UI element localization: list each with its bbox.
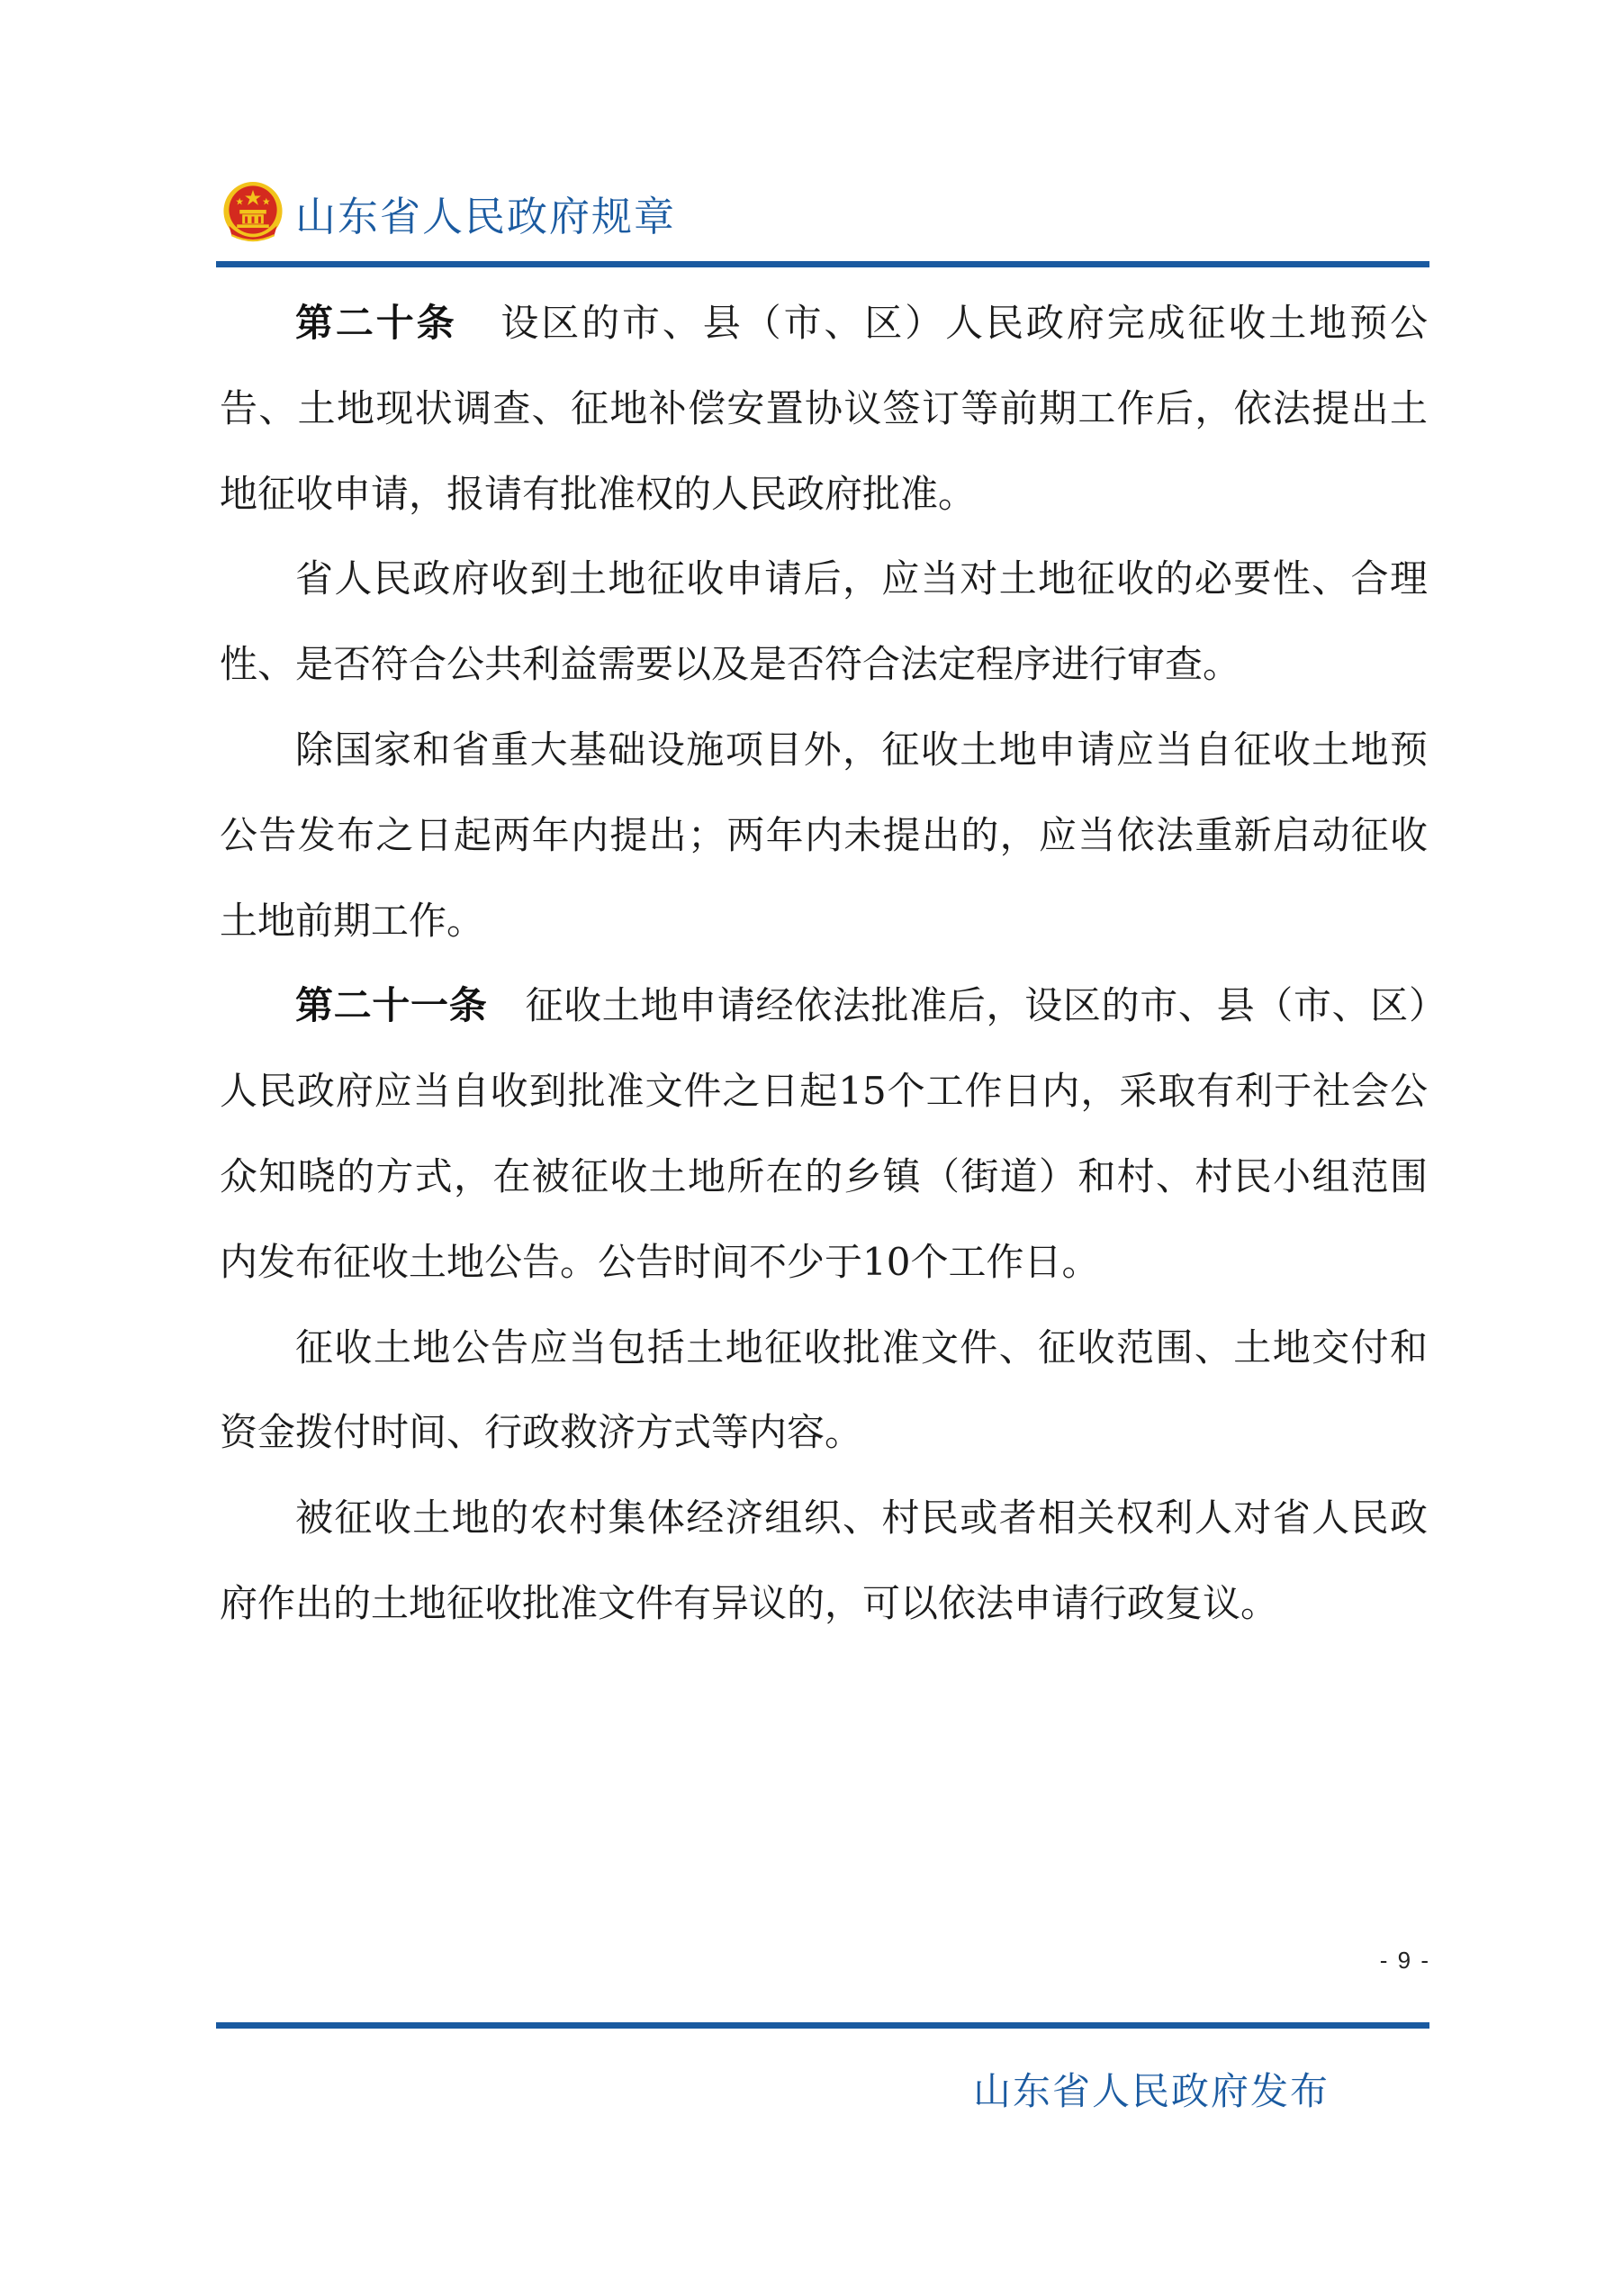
document-body <box>220 281 1428 1647</box>
paragraph-text: 省人民政府收到土地征收申请后，应当对土地征收的必要性、合理性、是否符合公共利益需要以及是否符合法定程序进行审查。 <box>220 556 1428 687</box>
article-paragraph <box>220 963 1428 1305</box>
paragraph-text: 除国家和省重大基础设施项目外，征收土地申请应当自征收土地预公告发布之日起两年内提出；两年内未提出的，应当依法重新启动征收土地前期工作。 <box>220 727 1428 943</box>
paragraph-text: 征收土地公告应当包括土地征收批准文件、征收范围、土地交付和资金拨付时间、行政救济方式等内容。 <box>220 1324 1428 1455</box>
page-header <box>220 176 676 249</box>
article-paragraph <box>220 281 1428 537</box>
paragraph-text: 设区的市、县（市、区）人民政府完成征收土地预公告、土地现状调查、征地补偿安置协议签订等前期工作后，依法提出土地征收申请，报请有批准权的人民政府批准。 <box>220 301 1428 516</box>
article-number: 第二十条 <box>295 301 457 345</box>
header-divider <box>216 261 1429 267</box>
header-title: 山东省人民政府规章 <box>295 192 677 240</box>
footer-divider <box>216 2022 1429 2029</box>
national-emblem-icon <box>220 179 286 246</box>
page-number: - 9 - <box>1379 1947 1430 1974</box>
paragraph-text: 征收土地申请经依法批准后，设区的市、县（市、区）人民政府应当自收到批准文件之日起15个工作日内，采取有利于社会公众知晓的方式，在被征收土地所在的乡镇（街道）和村、村民小组范围内发布征收土地公告。公告时间不少于10个工作日。 <box>220 983 1428 1284</box>
article-number: 第二十一条 <box>295 983 488 1028</box>
paragraph-text: 被征收土地的农村集体经济组织、村民或者相关权利人对省人民政府作出的土地征收批准文件有异议的，可以依法申请行政复议。 <box>220 1496 1428 1625</box>
footer-publisher: 山东省人民政府发布 <box>972 2069 1330 2113</box>
